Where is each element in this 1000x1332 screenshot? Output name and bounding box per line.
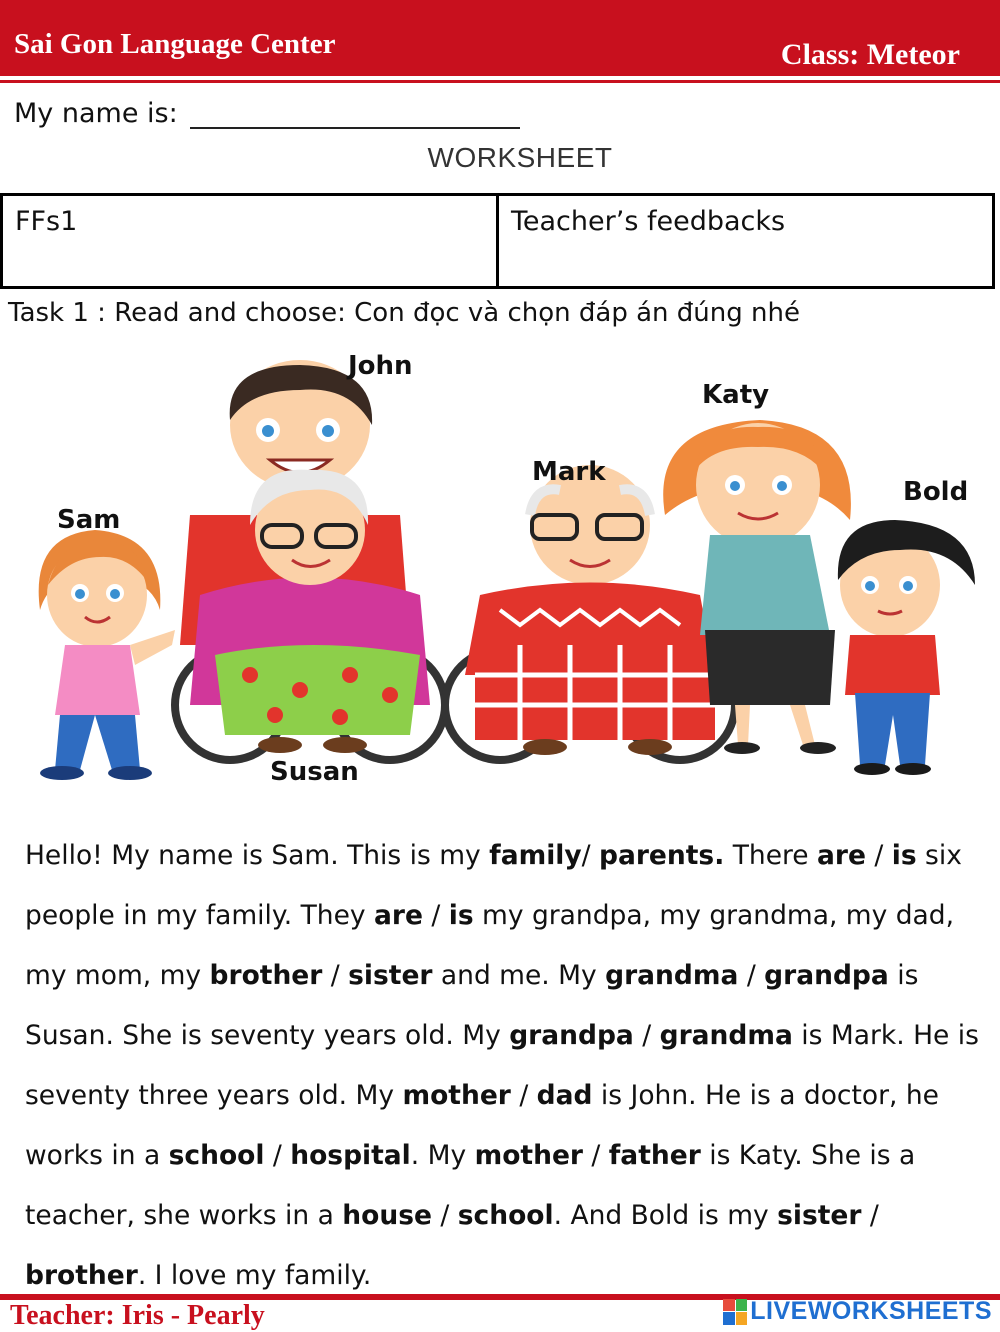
liveworksheets-icon bbox=[723, 1299, 747, 1325]
answer-choice[interactable]: brother bbox=[209, 960, 323, 991]
task-instruction: Task 1 : Read and choose: Con đọc và chọn đáp án đúng nhé bbox=[8, 298, 800, 328]
liveworksheets-text: LIVEWORKSHEETS bbox=[750, 1297, 992, 1325]
story-line bbox=[25, 1066, 985, 1126]
answer-choice[interactable]: mother bbox=[474, 1140, 583, 1171]
answer-choice[interactable]: father bbox=[608, 1140, 701, 1171]
story-text: works in a bbox=[25, 1140, 169, 1171]
story-text: people in my family. They bbox=[25, 900, 375, 931]
story-text: / bbox=[422, 900, 449, 931]
story-text: / bbox=[322, 960, 349, 991]
answer-choice[interactable]: is bbox=[891, 840, 917, 871]
answer-choice[interactable]: dad bbox=[536, 1080, 593, 1111]
story-line bbox=[25, 826, 985, 886]
story-text: / bbox=[583, 1140, 609, 1171]
header-bar bbox=[0, 0, 1000, 80]
story-text: is John. He is a doctor, he bbox=[592, 1080, 939, 1111]
answer-choice[interactable]: house bbox=[342, 1200, 432, 1231]
teacher-feedback-cell: Teacher’s feedbacks bbox=[496, 196, 992, 286]
answer-choice[interactable]: grandpa bbox=[509, 1020, 634, 1051]
story-text: Susan. She is seventy years old. My bbox=[25, 1020, 510, 1051]
story-text: / bbox=[738, 960, 765, 991]
story-text: my grandpa, my grandma, my dad, bbox=[473, 900, 955, 931]
story-text: six bbox=[916, 840, 962, 871]
ffs-cell: FFs1 bbox=[15, 206, 78, 237]
answer-choice[interactable]: is bbox=[448, 900, 474, 931]
story-text: my mom, my bbox=[25, 960, 210, 991]
answer-choice[interactable]: grandma bbox=[659, 1020, 793, 1051]
story-text: . My bbox=[410, 1140, 475, 1171]
story-text: / bbox=[861, 1200, 879, 1231]
story-text: teacher, she works in a bbox=[25, 1200, 343, 1231]
story-text: / bbox=[510, 1080, 537, 1111]
name-input-line[interactable] bbox=[190, 103, 520, 129]
answer-choice[interactable]: brother bbox=[25, 1260, 138, 1291]
answer-choice[interactable]: parents. bbox=[599, 840, 725, 871]
story-text: There bbox=[724, 840, 818, 871]
susan-figure bbox=[175, 470, 445, 760]
label-mark: Mark bbox=[532, 457, 606, 487]
family-picture bbox=[0, 345, 1000, 790]
story-text: / bbox=[264, 1140, 291, 1171]
answer-choice[interactable]: school bbox=[457, 1200, 554, 1231]
name-label: My name is: bbox=[14, 98, 178, 129]
label-john: John bbox=[348, 351, 413, 381]
story-text: . I love my family. bbox=[137, 1260, 372, 1291]
answer-choice[interactable]: family bbox=[489, 840, 582, 871]
name-row bbox=[14, 98, 520, 129]
story-line bbox=[25, 1006, 985, 1066]
label-sam: Sam bbox=[57, 505, 121, 535]
answer-choice[interactable]: are bbox=[817, 840, 866, 871]
answer-choice[interactable]: sister bbox=[777, 1200, 862, 1231]
story-text: seventy three years old. My bbox=[25, 1080, 403, 1111]
story-text: is bbox=[888, 960, 919, 991]
label-susan: Susan bbox=[270, 757, 359, 787]
story-line bbox=[25, 946, 985, 1006]
answer-choice[interactable]: grandpa bbox=[764, 960, 889, 991]
story-text: . And Bold is my bbox=[553, 1200, 778, 1231]
teacher-name: Teacher: Iris - Pearly bbox=[10, 1300, 265, 1331]
story-text: and me. My bbox=[432, 960, 606, 991]
answer-choice[interactable]: mother bbox=[402, 1080, 511, 1111]
story-text: / bbox=[865, 840, 892, 871]
story-paragraph bbox=[25, 826, 985, 1306]
answer-choice[interactable]: hospital bbox=[290, 1140, 411, 1171]
liveworksheets-logo bbox=[723, 1297, 992, 1326]
answer-choice[interactable]: sister bbox=[348, 960, 433, 991]
answer-choice[interactable]: are bbox=[374, 900, 423, 931]
answer-choice[interactable]: school bbox=[168, 1140, 265, 1171]
class-name: Class: Meteor bbox=[780, 38, 960, 71]
story-line bbox=[25, 1186, 985, 1246]
story-text: is Mark. He is bbox=[792, 1020, 979, 1051]
story-line bbox=[25, 1126, 985, 1186]
story-text: / bbox=[431, 1200, 458, 1231]
worksheet-title: WORKSHEET bbox=[427, 142, 613, 173]
center-name: Sai Gon Language Center bbox=[14, 28, 336, 60]
story-text: is Katy. She is a bbox=[700, 1140, 916, 1171]
story-line bbox=[25, 886, 985, 946]
answer-choice[interactable]: grandma bbox=[605, 960, 739, 991]
story-text: Hello! My name is Sam. This is my bbox=[25, 840, 490, 871]
story-text: / bbox=[581, 840, 599, 871]
sam-figure bbox=[39, 530, 175, 780]
story-text: / bbox=[633, 1020, 660, 1051]
label-bold: Bold bbox=[903, 477, 969, 507]
family-illustration bbox=[0, 345, 1000, 790]
mark-figure bbox=[445, 465, 735, 760]
label-katy: Katy bbox=[702, 380, 770, 410]
bold-figure bbox=[838, 520, 975, 775]
feedback-table bbox=[0, 193, 995, 289]
